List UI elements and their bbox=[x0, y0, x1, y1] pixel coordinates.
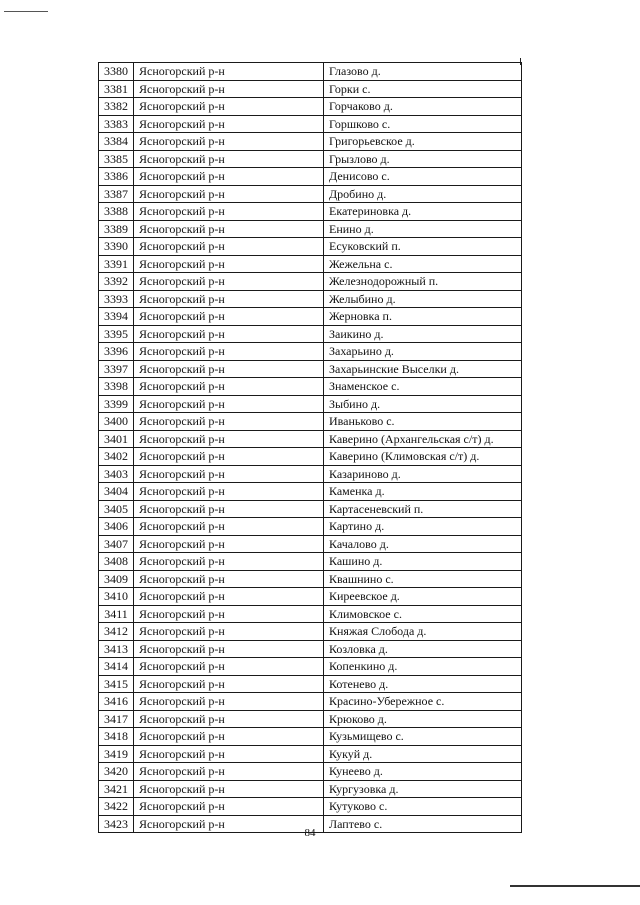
district-cell: Ясногорский р-н bbox=[134, 605, 324, 623]
table-row bbox=[99, 658, 522, 676]
district-cell: Ясногорский р-н bbox=[134, 360, 324, 378]
settlements-table-body bbox=[99, 63, 522, 833]
table-row bbox=[99, 798, 522, 816]
settlement-cell: Кутуково с. bbox=[324, 798, 522, 816]
table-row bbox=[99, 395, 522, 413]
row-number-cell: 3385 bbox=[99, 150, 134, 168]
settlement-cell: Захарьинские Выселки д. bbox=[324, 360, 522, 378]
table-row bbox=[99, 430, 522, 448]
table-row bbox=[99, 465, 522, 483]
district-cell: Ясногорский р-н bbox=[134, 588, 324, 606]
settlement-cell: Заикино д. bbox=[324, 325, 522, 343]
settlement-cell: Каменка д. bbox=[324, 483, 522, 501]
table-row bbox=[99, 745, 522, 763]
row-number-cell: 3402 bbox=[99, 448, 134, 466]
table-row bbox=[99, 325, 522, 343]
row-number-cell: 3388 bbox=[99, 203, 134, 221]
settlement-cell: Кургузовка д. bbox=[324, 780, 522, 798]
table-row bbox=[99, 448, 522, 466]
settlement-cell: Каверино (Архангельская с/т) д. bbox=[324, 430, 522, 448]
table-row bbox=[99, 518, 522, 536]
row-number-cell: 3398 bbox=[99, 378, 134, 396]
row-number-cell: 3419 bbox=[99, 745, 134, 763]
settlement-cell: Горшково с. bbox=[324, 115, 522, 133]
district-cell: Ясногорский р-н bbox=[134, 465, 324, 483]
district-cell: Ясногорский р-н bbox=[134, 325, 324, 343]
row-number-cell: 3409 bbox=[99, 570, 134, 588]
table-row bbox=[99, 623, 522, 641]
settlement-cell: Дробино д. bbox=[324, 185, 522, 203]
row-number-cell: 3401 bbox=[99, 430, 134, 448]
table-row bbox=[99, 588, 522, 606]
settlement-cell: Кунеево д. bbox=[324, 763, 522, 781]
district-cell: Ясногорский р-н bbox=[134, 98, 324, 116]
row-number-cell: 3393 bbox=[99, 290, 134, 308]
district-cell: Ясногорский р-н bbox=[134, 728, 324, 746]
row-number-cell: 3396 bbox=[99, 343, 134, 361]
table-row bbox=[99, 570, 522, 588]
top-left-scan-line bbox=[4, 11, 48, 12]
table-row bbox=[99, 378, 522, 396]
bottom-right-scan-line bbox=[510, 885, 640, 887]
table-row bbox=[99, 115, 522, 133]
settlement-cell: Красино-Убережное с. bbox=[324, 693, 522, 711]
row-number-cell: 3416 bbox=[99, 693, 134, 711]
settlement-cell: Есуковский п. bbox=[324, 238, 522, 256]
settlement-cell: Лаптево с. bbox=[324, 815, 522, 833]
district-cell: Ясногорский р-н bbox=[134, 395, 324, 413]
district-cell: Ясногорский р-н bbox=[134, 553, 324, 571]
table-row bbox=[99, 203, 522, 221]
table-row bbox=[99, 693, 522, 711]
district-cell: Ясногорский р-н bbox=[134, 273, 324, 291]
row-number-cell: 3399 bbox=[99, 395, 134, 413]
row-number-cell: 3405 bbox=[99, 500, 134, 518]
table-row bbox=[99, 290, 522, 308]
row-number-cell: 3384 bbox=[99, 133, 134, 151]
settlement-cell: Енино д. bbox=[324, 220, 522, 238]
district-cell: Ясногорский р-н bbox=[134, 290, 324, 308]
table-row bbox=[99, 185, 522, 203]
settlement-cell: Котенево д. bbox=[324, 675, 522, 693]
row-number-cell: 3387 bbox=[99, 185, 134, 203]
district-cell: Ясногорский р-н bbox=[134, 378, 324, 396]
district-cell: Ясногорский р-н bbox=[134, 203, 324, 221]
settlement-cell: Копенкино д. bbox=[324, 658, 522, 676]
row-number-cell: 3415 bbox=[99, 675, 134, 693]
row-number-cell: 3407 bbox=[99, 535, 134, 553]
table-row bbox=[99, 360, 522, 378]
district-cell: Ясногорский р-н bbox=[134, 815, 324, 833]
row-number-cell: 3422 bbox=[99, 798, 134, 816]
table-row bbox=[99, 780, 522, 798]
settlement-cell: Горки с. bbox=[324, 80, 522, 98]
table-row bbox=[99, 763, 522, 781]
table-row bbox=[99, 728, 522, 746]
settlement-cell: Качалово д. bbox=[324, 535, 522, 553]
table-row bbox=[99, 605, 522, 623]
row-number-cell: 3400 bbox=[99, 413, 134, 431]
row-number-cell: 3391 bbox=[99, 255, 134, 273]
district-cell: Ясногорский р-н bbox=[134, 448, 324, 466]
row-number-cell: 3418 bbox=[99, 728, 134, 746]
table-row bbox=[99, 168, 522, 186]
district-cell: Ясногорский р-н bbox=[134, 675, 324, 693]
table-row bbox=[99, 413, 522, 431]
row-number-cell: 3406 bbox=[99, 518, 134, 536]
row-number-cell: 3382 bbox=[99, 98, 134, 116]
district-cell: Ясногорский р-н bbox=[134, 308, 324, 326]
district-cell: Ясногорский р-н bbox=[134, 255, 324, 273]
district-cell: Ясногорский р-н bbox=[134, 220, 324, 238]
row-number-cell: 3390 bbox=[99, 238, 134, 256]
table-row bbox=[99, 133, 522, 151]
settlement-cell: Горчаково д. bbox=[324, 98, 522, 116]
table-row bbox=[99, 273, 522, 291]
settlement-cell: Кузьмищево с. bbox=[324, 728, 522, 746]
row-number-cell: 3420 bbox=[99, 763, 134, 781]
settlement-cell: Картасеневский п. bbox=[324, 500, 522, 518]
district-cell: Ясногорский р-н bbox=[134, 693, 324, 711]
settlement-cell: Денисово с. bbox=[324, 168, 522, 186]
row-number-cell: 3395 bbox=[99, 325, 134, 343]
settlement-cell: Казариново д. bbox=[324, 465, 522, 483]
table-row bbox=[99, 63, 522, 81]
district-cell: Ясногорский р-н bbox=[134, 658, 324, 676]
district-cell: Ясногорский р-н bbox=[134, 80, 324, 98]
settlement-cell: Жерновка п. bbox=[324, 308, 522, 326]
district-cell: Ясногорский р-н bbox=[134, 150, 324, 168]
row-number-cell: 3410 bbox=[99, 588, 134, 606]
district-cell: Ясногорский р-н bbox=[134, 570, 324, 588]
table-row bbox=[99, 308, 522, 326]
row-number-cell: 3412 bbox=[99, 623, 134, 641]
table-row bbox=[99, 500, 522, 518]
row-number-cell: 3423 bbox=[99, 815, 134, 833]
table-row bbox=[99, 238, 522, 256]
table-row bbox=[99, 553, 522, 571]
district-cell: Ясногорский р-н bbox=[134, 745, 324, 763]
row-number-cell: 3414 bbox=[99, 658, 134, 676]
table-row bbox=[99, 98, 522, 116]
district-cell: Ясногорский р-н bbox=[134, 185, 324, 203]
district-cell: Ясногорский р-н bbox=[134, 518, 324, 536]
table-row bbox=[99, 640, 522, 658]
settlement-cell: Екатериновка д. bbox=[324, 203, 522, 221]
settlement-cell: Квашнино с. bbox=[324, 570, 522, 588]
row-number-cell: 3404 bbox=[99, 483, 134, 501]
settlement-cell: Киреевское д. bbox=[324, 588, 522, 606]
row-number-cell: 3389 bbox=[99, 220, 134, 238]
row-number-cell: 3403 bbox=[99, 465, 134, 483]
settlement-cell: Захарьино д. bbox=[324, 343, 522, 361]
table-row bbox=[99, 220, 522, 238]
row-number-cell: 3411 bbox=[99, 605, 134, 623]
settlement-cell: Железнодорожный п. bbox=[324, 273, 522, 291]
row-number-cell: 3381 bbox=[99, 80, 134, 98]
row-number-cell: 3386 bbox=[99, 168, 134, 186]
district-cell: Ясногорский р-н bbox=[134, 535, 324, 553]
row-number-cell: 3408 bbox=[99, 553, 134, 571]
district-cell: Ясногорский р-н bbox=[134, 430, 324, 448]
row-number-cell: 3383 bbox=[99, 115, 134, 133]
table-row bbox=[99, 150, 522, 168]
row-number-cell: 3394 bbox=[99, 308, 134, 326]
district-cell: Ясногорский р-н bbox=[134, 710, 324, 728]
row-number-cell: 3380 bbox=[99, 63, 134, 81]
table-row bbox=[99, 675, 522, 693]
settlement-cell: Климовское с. bbox=[324, 605, 522, 623]
settlement-cell: Каверино (Климовская с/т) д. bbox=[324, 448, 522, 466]
district-cell: Ясногорский р-н bbox=[134, 168, 324, 186]
table-row bbox=[99, 535, 522, 553]
district-cell: Ясногорский р-н bbox=[134, 640, 324, 658]
district-cell: Ясногорский р-н bbox=[134, 238, 324, 256]
settlements-table bbox=[98, 62, 522, 833]
settlement-cell: Жежельна с. bbox=[324, 255, 522, 273]
table-row bbox=[99, 80, 522, 98]
district-cell: Ясногорский р-н bbox=[134, 133, 324, 151]
settlement-cell: Иваньково с. bbox=[324, 413, 522, 431]
settlement-cell: Княжая Слобода д. bbox=[324, 623, 522, 641]
district-cell: Ясногорский р-н bbox=[134, 115, 324, 133]
district-cell: Ясногорский р-н bbox=[134, 798, 324, 816]
district-cell: Ясногорский р-н bbox=[134, 63, 324, 81]
settlement-cell: Картино д. bbox=[324, 518, 522, 536]
district-cell: Ясногорский р-н bbox=[134, 623, 324, 641]
row-number-cell: 3397 bbox=[99, 360, 134, 378]
settlement-cell: Григорьевское д. bbox=[324, 133, 522, 151]
settlement-cell: Желыбино д. bbox=[324, 290, 522, 308]
settlement-cell: Знаменское с. bbox=[324, 378, 522, 396]
settlement-cell: Глазово д. bbox=[324, 63, 522, 81]
district-cell: Ясногорский р-н bbox=[134, 500, 324, 518]
row-number-cell: 3413 bbox=[99, 640, 134, 658]
table-row bbox=[99, 710, 522, 728]
row-number-cell: 3392 bbox=[99, 273, 134, 291]
page-number: 84 bbox=[304, 827, 316, 839]
table-row bbox=[99, 255, 522, 273]
table-row bbox=[99, 483, 522, 501]
settlement-cell: Грызлово д. bbox=[324, 150, 522, 168]
district-cell: Ясногорский р-н bbox=[134, 343, 324, 361]
district-cell: Ясногорский р-н bbox=[134, 763, 324, 781]
settlement-cell: Зыбино д. bbox=[324, 395, 522, 413]
row-number-cell: 3417 bbox=[99, 710, 134, 728]
district-cell: Ясногорский р-н bbox=[134, 483, 324, 501]
row-number-cell: 3421 bbox=[99, 780, 134, 798]
settlement-cell: Кашино д. bbox=[324, 553, 522, 571]
settlement-cell: Крюково д. bbox=[324, 710, 522, 728]
settlement-cell: Кукуй д. bbox=[324, 745, 522, 763]
settlement-cell: Козловка д. bbox=[324, 640, 522, 658]
district-cell: Ясногорский р-н bbox=[134, 780, 324, 798]
district-cell: Ясногорский р-н bbox=[134, 413, 324, 431]
table-row bbox=[99, 343, 522, 361]
